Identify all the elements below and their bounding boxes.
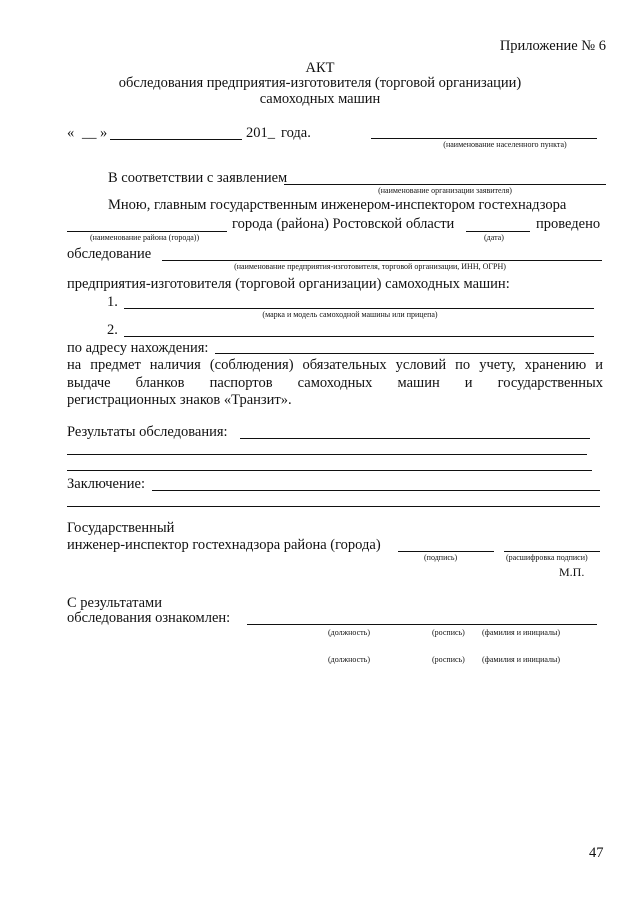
ack-label-2: обследования ознакомлен: xyxy=(67,610,231,626)
date-caption: (дата) xyxy=(484,233,504,242)
month-field-line[interactable] xyxy=(110,139,242,140)
document-subtitle-1: обследования предприятия-изготовителя (торговой организации) xyxy=(118,75,522,91)
subject-line-3: регистрационных знаков «Транзит». xyxy=(67,392,292,408)
district-caption: (наименование района (города)) xyxy=(90,233,200,242)
subject-line-1: на предмет наличия (соблюдения) обязательных условий по учету, хранению и xyxy=(67,357,603,373)
conclusion-label: Заключение: xyxy=(67,476,145,492)
results-field-line-1[interactable] xyxy=(240,438,590,439)
stamp-label: М.П. xyxy=(559,565,585,579)
ack-position-caption-2: (должность) xyxy=(328,655,370,664)
appendix-label: Приложение № 6 xyxy=(499,38,606,54)
applicant-field-line[interactable] xyxy=(284,184,606,185)
results-field-line-3[interactable] xyxy=(67,470,592,471)
document-subtitle-2: самоходных машин xyxy=(259,91,381,107)
year-suffix: года. xyxy=(281,125,311,141)
ack-sign-caption-1: (роспись) xyxy=(432,628,465,637)
signature-decode-field-line[interactable] xyxy=(504,551,600,552)
district-field-line[interactable] xyxy=(67,231,227,232)
results-label: Результаты обследования: xyxy=(67,424,228,440)
results-field-line-2[interactable] xyxy=(67,454,587,455)
locality-field-line[interactable] xyxy=(371,138,597,139)
enterprise-line: предприятия-изготовителя (торговой организации) самоходных машин: xyxy=(67,276,510,292)
address-label: по адресу нахождения: xyxy=(67,340,209,356)
signature-title-2: инженер-инспектор гостехнадзора района (города) xyxy=(67,537,381,553)
conclusion-field-line-1[interactable] xyxy=(152,490,600,491)
signature-decode-caption: (расшифровка подписи) xyxy=(506,553,588,562)
ack-position-caption-1: (должность) xyxy=(328,628,370,637)
quote-close: » xyxy=(100,125,108,141)
item-1-number: 1. xyxy=(107,294,118,310)
item-2-field-line[interactable] xyxy=(124,336,594,337)
item-1-field-line[interactable] xyxy=(124,308,594,309)
inspector-line: Мною, главным государственным инженером-инспектором гостехнадзора xyxy=(108,197,567,213)
inspection-label: обследование xyxy=(67,246,152,262)
quote-open: « xyxy=(67,125,75,141)
ack-name-caption-1: (фамилия и инициалы) xyxy=(482,628,561,637)
year-prefix: 201_ xyxy=(246,125,275,141)
page-number: 47 xyxy=(589,845,604,861)
day-blank: __ xyxy=(82,125,97,141)
ack-field-line[interactable] xyxy=(247,624,597,625)
document-title: АКТ xyxy=(305,60,335,76)
conducted-text: проведено xyxy=(536,216,601,232)
signature-sign-caption: (подпись) xyxy=(424,553,458,562)
ack-label-1: С результатами xyxy=(67,595,162,611)
enterprise-caption: (наименование предприятия-изготовителя, торговой организации, ИНН, ОГРН) xyxy=(234,262,506,271)
model-caption: (марка и модель самоходной машины или прицепа) xyxy=(262,310,438,319)
city-region-text: города (района) Ростовской области xyxy=(232,216,455,232)
applicant-caption: (наименование организации заявителя) xyxy=(378,186,512,195)
ack-sign-caption-2: (роспись) xyxy=(432,655,465,664)
application-label: В соответствии с заявлением xyxy=(108,170,288,186)
item-2-number: 2. xyxy=(107,322,118,338)
signature-field-line[interactable] xyxy=(398,551,494,552)
subject-line-2: выдаче бланков паспортов самоходных машин и государственных xyxy=(67,375,603,391)
signature-title-1: Государственный xyxy=(67,520,175,536)
date-field-line[interactable] xyxy=(466,231,530,232)
ack-name-caption-2: (фамилия и инициалы) xyxy=(482,655,561,664)
enterprise-field-line[interactable] xyxy=(162,260,602,261)
locality-caption: (наименование населенного пункта) xyxy=(443,140,567,149)
address-field-line[interactable] xyxy=(215,353,594,354)
conclusion-field-line-2[interactable] xyxy=(67,506,600,507)
